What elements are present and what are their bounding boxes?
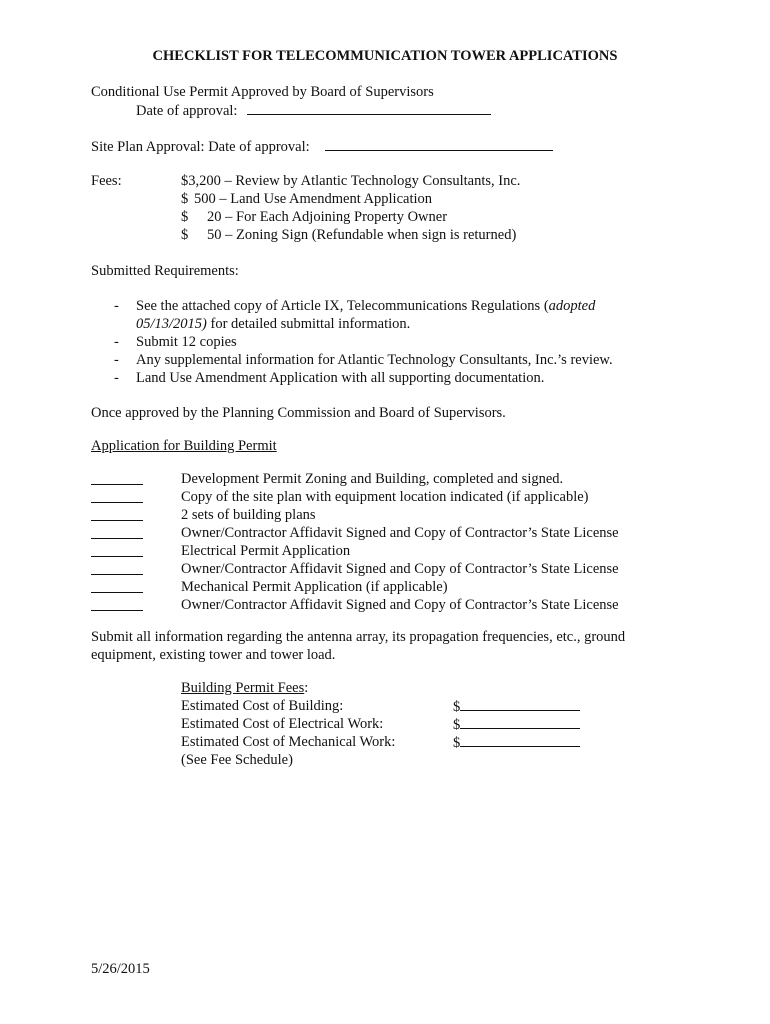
fee-description: – Zoning Sign (Refundable when sign is returned) xyxy=(225,227,517,243)
cost-electrical-field xyxy=(453,715,580,734)
checkbox-line[interactable] xyxy=(91,592,143,593)
checkbox-line[interactable] xyxy=(91,520,143,521)
checklist-item: Development Permit Zoning and Building, completed and signed. xyxy=(181,471,564,487)
fee-schedule-note: (See Fee Schedule) xyxy=(181,752,293,768)
footer-date: 5/26/2015 xyxy=(91,961,150,977)
fee-item xyxy=(181,208,447,226)
fee-dollar: $ xyxy=(181,191,189,207)
bullet: - xyxy=(114,334,119,350)
fee-dollar: $ xyxy=(181,209,189,225)
checklist-item: Electrical Permit Application xyxy=(181,543,351,559)
cup-date-label: Date of approval: xyxy=(136,103,238,119)
adopted-date: 05/13/2015) xyxy=(136,316,207,332)
bullet: - xyxy=(114,352,119,368)
submitted-heading: Submitted Requirements: xyxy=(91,263,239,279)
submit-info-line: equipment, existing tower and tower load. xyxy=(91,647,336,663)
cup-heading: Conditional Use Permit Approved by Board of Supervisors xyxy=(91,84,434,100)
cost-electrical-label: Estimated Cost of Electrical Work: xyxy=(181,716,384,732)
bullet: - xyxy=(114,298,119,314)
cost-building-input[interactable] xyxy=(460,697,580,711)
bp-fees-heading-row xyxy=(181,679,308,697)
dollar-sign: $ xyxy=(453,699,461,715)
cup-date-row xyxy=(136,101,491,120)
fee-amount: 20 xyxy=(207,209,222,225)
requirement-item xyxy=(136,297,595,315)
cost-mechanical-label: Estimated Cost of Mechanical Work: xyxy=(181,734,396,750)
requirement-item-cont xyxy=(136,315,410,333)
checkbox-line[interactable] xyxy=(91,484,143,485)
fees-label: Fees: xyxy=(91,173,122,189)
requirement-item: Submit 12 copies xyxy=(136,334,237,350)
dollar-sign: $ xyxy=(453,735,461,751)
checkbox-line[interactable] xyxy=(91,538,143,539)
adopted-text: adopted xyxy=(548,298,596,314)
fee-item xyxy=(181,226,516,244)
fee-description: – For Each Adjoining Property Owner xyxy=(225,209,448,225)
requirement-text: See the attached copy of Article IX, Telecommunications Regulations ( xyxy=(136,298,549,314)
site-plan-row xyxy=(91,137,553,156)
cost-mechanical-input[interactable] xyxy=(460,733,580,747)
dollar-sign: $ xyxy=(453,717,461,733)
checklist-item: 2 sets of building plans xyxy=(181,507,316,523)
fee-description: – Review by Atlantic Technology Consultants, Inc. xyxy=(224,173,521,189)
fee-amount: $3,200 xyxy=(181,173,221,189)
cost-electrical-input[interactable] xyxy=(460,715,580,729)
checklist-item: Copy of the site plan with equipment location indicated (if applicable) xyxy=(181,489,589,505)
cost-building-label: Estimated Cost of Building: xyxy=(181,698,344,714)
site-plan-date-field[interactable] xyxy=(325,137,553,151)
fee-amount: 50 xyxy=(207,227,222,243)
cost-mechanical-field xyxy=(453,733,580,752)
fee-item xyxy=(181,190,432,208)
page-title: CHECKLIST FOR TELECOMMUNICATION TOWER APPLICATIONS xyxy=(152,48,618,64)
fee-item xyxy=(181,172,520,190)
checklist-item: Owner/Contractor Affidavit Signed and Copy of Contractor’s State License xyxy=(181,561,619,577)
bp-fees-heading: Building Permit Fees xyxy=(181,680,305,696)
building-permit-heading: Application for Building Permit xyxy=(91,438,277,454)
checklist-item: Owner/Contractor Affidavit Signed and Copy of Contractor’s State License xyxy=(181,525,619,541)
fee-dollar: $ xyxy=(181,227,189,243)
requirement-item: Land Use Amendment Application with all supporting documentation. xyxy=(136,370,545,386)
cup-date-field[interactable] xyxy=(247,101,491,115)
checkbox-line[interactable] xyxy=(91,574,143,575)
cost-building-field xyxy=(453,697,580,716)
requirement-item: Any supplemental information for Atlantic Technology Consultants, Inc.’s review. xyxy=(136,352,613,368)
submit-info-line: Submit all information regarding the antenna array, its propagation frequencies, etc., ground xyxy=(91,629,626,645)
site-plan-label: Site Plan Approval: Date of approval: xyxy=(91,139,310,155)
bullet: - xyxy=(114,370,119,386)
colon: : xyxy=(304,680,309,696)
once-approved-text: Once approved by the Planning Commission and Board of Supervisors. xyxy=(91,405,506,421)
checklist-item: Mechanical Permit Application (if applicable) xyxy=(181,579,448,595)
fee-amount: 500 xyxy=(194,191,216,207)
checkbox-line[interactable] xyxy=(91,556,143,557)
requirement-text: for detailed submittal information. xyxy=(206,316,411,332)
checklist-item: Owner/Contractor Affidavit Signed and Copy of Contractor’s State License xyxy=(181,597,619,613)
fee-description: – Land Use Amendment Application xyxy=(219,191,433,207)
checkbox-line[interactable] xyxy=(91,502,143,503)
checkbox-line[interactable] xyxy=(91,610,143,611)
